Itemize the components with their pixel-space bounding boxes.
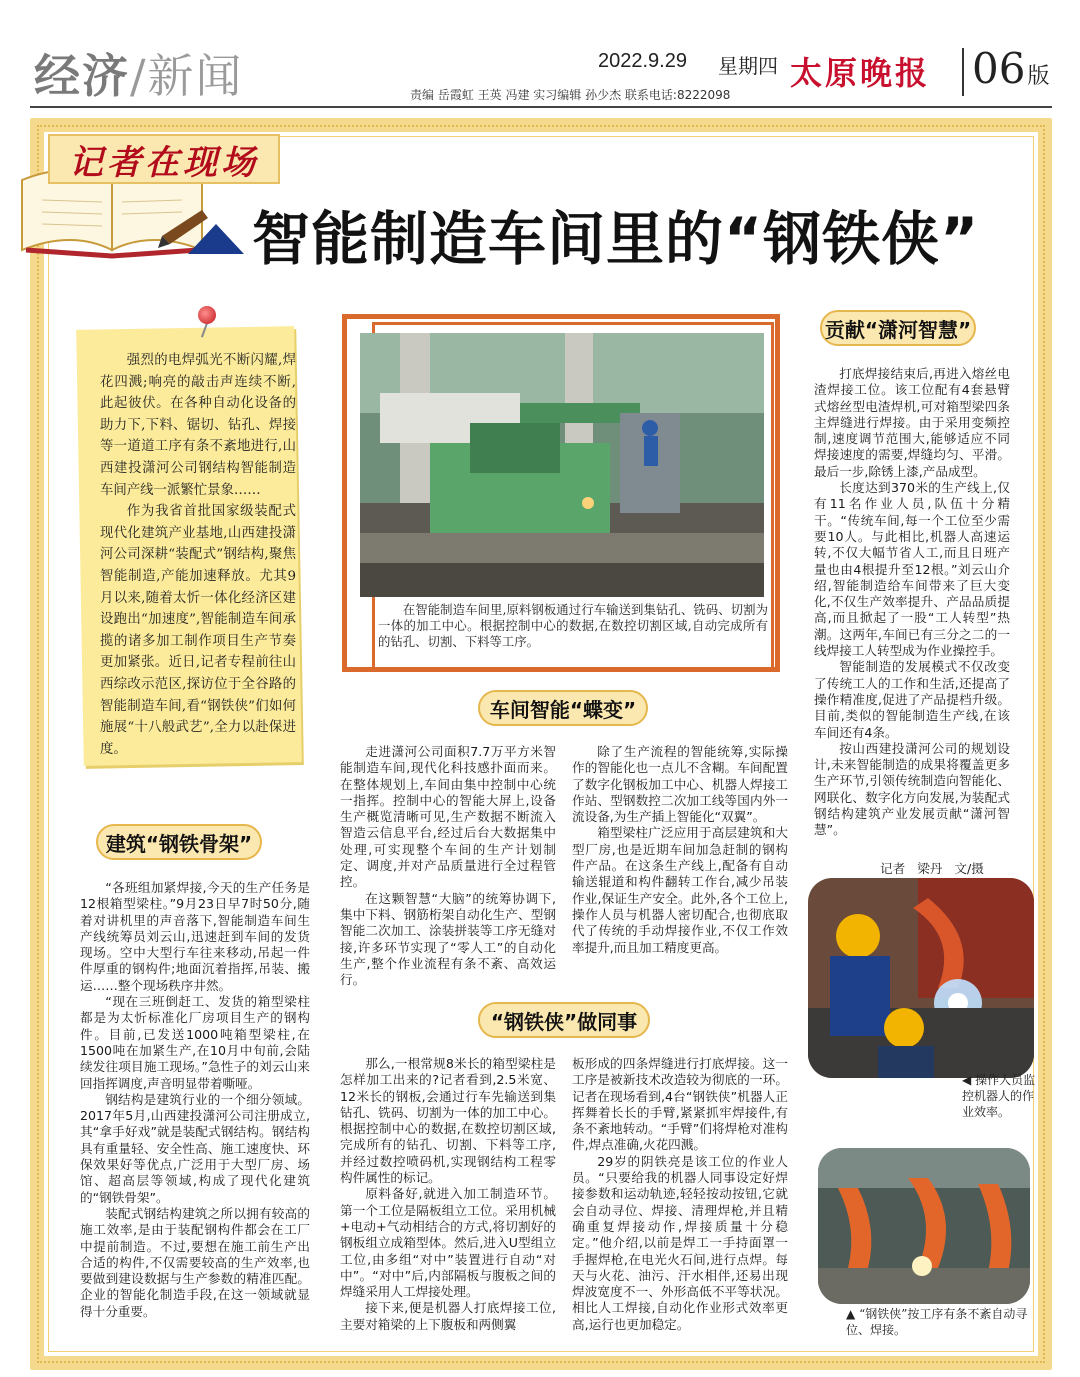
- section-heading-4: 贡献“潇河智慧”: [820, 310, 976, 346]
- section-heading-3: “钢铁侠”做同事: [478, 1002, 650, 1038]
- section-2-text-b: [572, 744, 788, 956]
- main-photo: [360, 333, 764, 597]
- body-paragraph: 板形成的四条焊缝进行打底焊接。这一工序是被新技术改造较为彻底的一环。记者在现场看到,4台“钢铁侠”机器人正挥舞着长长的手臂,紧紧抓牢焊接件,有条不紊地转动。“手臂”们将焊枪对准构件,焊点准确,火花四溅。: [572, 1056, 788, 1153]
- side-caption-top-text: 操作人员监控机器人的作业效率。: [962, 1073, 1036, 1119]
- section-4-text: [814, 366, 1010, 839]
- newspaper-logo: 太原晚报: [790, 54, 931, 92]
- section-3-text-b: [572, 1056, 788, 1333]
- page-number-value: 06: [972, 44, 1026, 93]
- caption-arrow-left-icon: ◀: [962, 1073, 972, 1087]
- side-caption-bottom-text: “钢铁侠”按工序有条不紊自动寻位、焊接。: [846, 1307, 1028, 1337]
- lead-paragraph: 作为我省首批国家级装配式现代化建筑产业基地,山西建投潇河公司深耕“装配式”钢结构,聚焦智能制造,产能加速释放。尤其9月以来,随着太忻一体化经济区建设跑出“加速度”,智能制造车间承揽的诸多加工制作项目生产节奏更加紧张。近日,记者专程前往山西综改示范区,探访位于全谷路的智能制造车间,看“钢铁侠”们如何施展“十八般武艺”,全力以赴保进度。: [100, 504, 296, 757]
- editor-credits: [410, 86, 730, 103]
- section-name: 经济: [34, 49, 130, 103]
- body-paragraph: 钢结构是建筑行业的一个细分领域。2017年5月,山西建投潇河公司注册成立,其“拿手好戏”就是装配式钢结构。钢结构具有重量轻、安全性高、施工速度快、环保效果好等优点,广泛用于大型厂房、场馆、超高层等领域,构成了现代化建筑的“钢铁骨架”。: [80, 1091, 310, 1205]
- issue-date: 2022.9.29: [598, 50, 687, 72]
- column-tag: [48, 134, 280, 184]
- factory-photo-image: [360, 333, 764, 597]
- body-paragraph: 长度达到370米的生产线上,仅有11名作业人员,队伍十分精干。“传统车间,每一个工位至少需要10人。与此相比,机器人高速运转,不仅大幅节省人工,而且日班产量也由4根提升至12根。”刘云山介绍,智能制造给车间带来了巨大变化,不仅生产效率提升、产品品质提高,而且掀起了一股“工人转型”热潮。这两年,车间已有三分之二的一线焊接工人转型成为作业操控手。: [814, 480, 1010, 659]
- section-1-text: [80, 880, 310, 1320]
- body-paragraph: 智能制造的发展模式不仅改变了传统工人的工作和生活,还提高了操作精准度,促进了产品提档升级。目前,类似的智能制造生产线,在该车间还有4条。: [814, 659, 1010, 740]
- body-paragraph: 在这颗智慧“大脑”的统筹协调下,集中下料、钢筋桁架自动化生产、型钢智能二次加工、涂装拼装等工序无缝对接,许多环节实现了“零人工”的自动化生产,整个作业流程有条不紊、高效运行。: [340, 890, 556, 988]
- body-paragraph: “现在三班倒赶工、发货的箱型梁柱都是为太忻标准化厂房项目生产的钢构件。目前,已发送1000吨箱型梁柱,在1500吨在加紧生产,在10月中旬前,会陆续发往项目施工现场。”急性子的刘云山来回指挥调度,声音明显带着嘶哑。: [80, 994, 310, 1091]
- contact-phone: 8222098: [676, 88, 731, 102]
- header-divider: [962, 48, 964, 96]
- section-slash: /: [130, 49, 148, 103]
- page-number-suffix: 版: [1027, 64, 1050, 89]
- body-paragraph: 那么,一根常规8米长的箱型梁柱是怎样加工出来的?记者看到,2.5米宽、12米长的钢板,会通过行车先输送到集钻孔、铣码、切割为一体的加工中心。根据控制中心的数据,在数控切割区域,完成所有的钻孔、切割、下料等工序,并经过数控喷码机,实现钢结构工程零构件属性的标记。: [340, 1056, 556, 1186]
- section-2-text-a: [340, 744, 556, 988]
- column-tag-text: 记者在现场: [69, 142, 259, 183]
- byline: 记者 梁丹 文/摄: [880, 861, 984, 876]
- body-paragraph: 走进潇河公司面积7.7万平方米智能制造车间,现代化科技感扑面而来。在整体规划上,车间由集中控制中心统一指挥。控制中心的智能大屏上,设备生产概览清晰可见,生产数据不断流入智造云信息平台,经过后台大数据集中处理,可实现整个车间的生产计划制定、调度,并对产品质量进行全过程管控。: [340, 744, 556, 890]
- body-paragraph: 按山西建投潇河公司的规划设计,未来智能制造的成果将覆盖更多生产环节,引领传统制造向智能化、网联化、数字化方向发展,为装配式钢结构建筑产业发展贡献“潇河智慧”。: [814, 740, 1010, 838]
- side-photo-bottom: [818, 1148, 1030, 1304]
- welding-robot-photo-image: [808, 878, 1034, 1078]
- robot-line-photo-image: [818, 1148, 1030, 1304]
- body-paragraph: 29岁的阴铁亮是该工位的作业人员。“只要给我的机器人同事设定好焊接参数和运动轨迹,轻轻按动按钮,它就会自动寻位、焊接、清理焊枪,并且精确重复焊接动作,焊接质量十分稳定。”他介绍,以前是焊工一手持面罩一手握焊枪,在电光火石间,进行点焊。每天与火花、油污、汗水相伴,还易出现焊波宽度不一、外形高低不平等状况。相比人工焊接,自动化作业形式效率更高,运行也更加稳定。: [572, 1153, 788, 1332]
- section-label: [34, 40, 244, 106]
- side-caption-top: [962, 1072, 1036, 1120]
- pushpin-icon: [198, 306, 216, 324]
- body-paragraph: “各班组加紧焊接,今天的生产任务是12根箱型梁柱。”9月23日早7时50分,随着对讲机里的声音落下,智能制造车间生产线统筹员刘云山,迅速赶到车间的发货现场。空中大型行车往来移动,吊起一件件厚重的钢构件;地面沉着指挥,吊装、搬运……整个现场秩序井然。: [80, 880, 310, 993]
- header-rule: [30, 106, 1052, 108]
- title-triangle-icon: [188, 224, 244, 254]
- section-3-text-a: [340, 1056, 556, 1333]
- section-heading-1: 建筑“钢铁骨架”: [96, 824, 262, 860]
- section-heading-2: 车间智能“蝶变”: [478, 690, 648, 726]
- main-photo-caption: 在智能制造车间里,原料钢板通过行车输送到集钻孔、铣码、切割为一体的加工中心。根据控制中心的数据,在数控切割区域,自动完成所有的钻孔、切割、下料等工序。: [378, 602, 768, 649]
- caption-arrow-up-icon: ▲: [846, 1307, 856, 1321]
- credits-text: 责编 岳霞虹 王英 冯建 实习编辑 孙少杰 联系电话:: [410, 88, 677, 102]
- body-paragraph: 箱型梁柱广泛应用于高层建筑和大型厂房,也是近期车间加急赶制的钢构件产品。在这条生产线上,配备有自动输送辊道和构件翻转工作台,减少吊装作业,保证生产安全。此外,各个工位上,操作人员与机器人密切配合,也彻底取代了传统的手动焊接作业,不仅工作效率提升,而且加工精度更高。: [572, 825, 788, 955]
- page-title: 智能制造车间里的“钢铁侠”: [252, 205, 980, 273]
- page-number: [972, 44, 1049, 93]
- body-paragraph: 装配式钢结构建筑之所以拥有较高的施工效率,是由于装配钢构件都会在工厂中提前制造。不过,要想在施工前生产出合适的构件,不仅需要较高的生产效率,也要做到建设数据与生产参数的精准匹配。企业的智能化制造手段,在这一领域就显得十分重要。: [80, 1205, 310, 1319]
- lead-paragraph: 强烈的电焊弧光不断闪耀,焊花四溅;响亮的敲击声连续不断,此起彼伏。在各种自动化设备的助力下,下料、锯切、钻孔、焊接等一道道工序有条不紊地进行,山西建投潇河公司钢结构智能制造车间产线一派繁忙景象……: [100, 353, 296, 498]
- body-paragraph: 接下来,便是机器人打底焊接工位,主要对箱梁的上下腹板和两侧翼: [340, 1300, 556, 1332]
- body-paragraph: 除了生产流程的智能统筹,实际操作的智能化也一点儿不含糊。车间配置了数字化钢板加工中心、机器人焊接工作站、型钢数控二次加工线等国内外一流设备,为生产插上智能化“双翼”。: [572, 744, 788, 825]
- lead-text: [100, 350, 296, 760]
- body-paragraph: 打底焊接结束后,再进入熔丝电渣焊接工位。该工位配有4套悬臂式熔丝型电渣焊机,可对箱型梁四条主焊缝进行焊接。由于采用变频控制,速度调节范围大,能够适应不同焊接速度的需要,焊缝均匀、平滑。最后一步,除锈上漆,产品成型。: [814, 366, 1010, 479]
- subsection-name: 新闻: [147, 49, 244, 103]
- issue-weekday: 星期四: [718, 54, 778, 78]
- side-caption-bottom: [846, 1306, 1036, 1338]
- side-photo-top: [808, 878, 1034, 1078]
- body-paragraph: 原料备好,就进入加工制造环节。第一个工位是隔板组立工位。采用机械+电动+气动相结合的方式,将切割好的钢板组立成箱型体。然后,进入U型组立工位,由多组“对中”装置进行自动“对中”。“对中”后,内部隔板与腹板之间的焊缝采用人工焊接处理。: [340, 1186, 556, 1300]
